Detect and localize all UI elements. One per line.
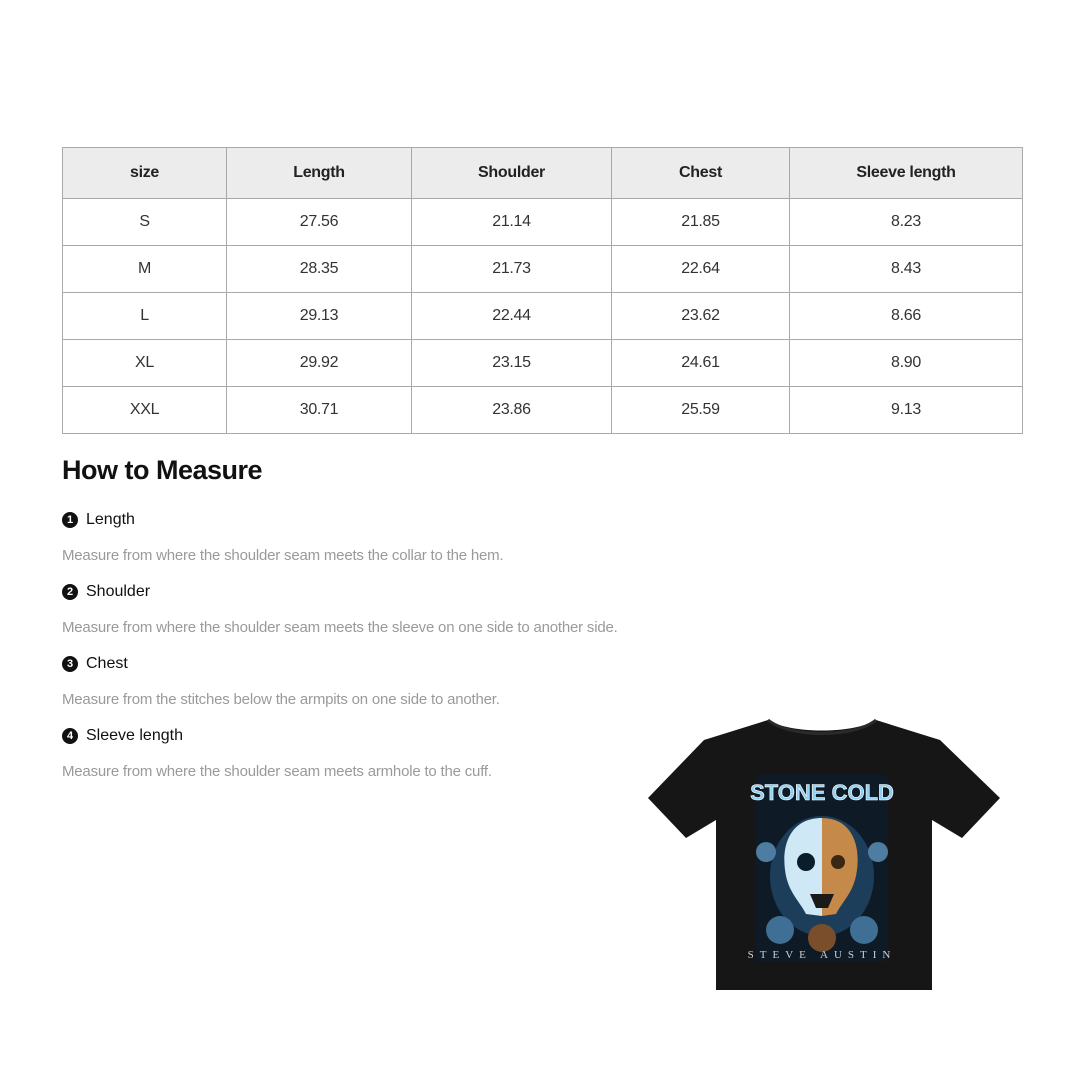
cell-length: 27.56 bbox=[227, 199, 412, 246]
number-badge-icon: 3 bbox=[62, 656, 78, 672]
table-row bbox=[63, 199, 1023, 246]
cell-length: 30.71 bbox=[227, 387, 412, 434]
cell-size: XL bbox=[63, 340, 227, 387]
header-shoulder: Shoulder bbox=[412, 148, 612, 199]
size-chart-table bbox=[62, 147, 1023, 434]
cell-sleeve-length: 8.43 bbox=[790, 246, 1023, 293]
cell-chest: 24.61 bbox=[612, 340, 790, 387]
table-header-row bbox=[63, 148, 1023, 199]
cell-chest: 25.59 bbox=[612, 387, 790, 434]
cell-length: 29.92 bbox=[227, 340, 412, 387]
cell-chest: 23.62 bbox=[612, 293, 790, 340]
measure-label: Sleeve length bbox=[86, 727, 183, 744]
cell-length: 29.13 bbox=[227, 293, 412, 340]
measure-item-shoulder bbox=[62, 580, 662, 640]
number-badge-icon: 2 bbox=[62, 584, 78, 600]
cell-size: L bbox=[63, 293, 227, 340]
measure-item-length bbox=[62, 508, 662, 568]
cell-size: XXL bbox=[63, 387, 227, 434]
table-row bbox=[63, 246, 1023, 293]
table-row bbox=[63, 387, 1023, 434]
measure-item-sleeve-length bbox=[62, 724, 662, 784]
print-title-text: STONE COLD bbox=[750, 780, 894, 805]
cell-shoulder: 21.73 bbox=[412, 246, 612, 293]
print-bottom-text: STEVE AUSTIN bbox=[747, 949, 897, 961]
cell-shoulder: 23.15 bbox=[412, 340, 612, 387]
cell-length: 28.35 bbox=[227, 246, 412, 293]
cell-shoulder: 23.86 bbox=[412, 387, 612, 434]
header-chest: Chest bbox=[612, 148, 790, 199]
header-length: Length bbox=[227, 148, 412, 199]
header-size: size bbox=[63, 148, 227, 199]
number-badge-icon: 4 bbox=[62, 728, 78, 744]
measure-label: Length bbox=[86, 511, 135, 528]
cell-sleeve-length: 8.23 bbox=[790, 199, 1023, 246]
cell-size: S bbox=[63, 199, 227, 246]
measure-description: Measure from where the shoulder seam meets the collar to the hem. bbox=[62, 547, 504, 564]
header-sleeve-length: Sleeve length bbox=[790, 148, 1023, 199]
measure-description: Measure from where the shoulder seam meets the sleeve on one side to another side. bbox=[62, 619, 618, 636]
measure-item-chest bbox=[62, 652, 662, 712]
tshirt-product-image bbox=[640, 716, 1004, 996]
cell-shoulder: 21.14 bbox=[412, 199, 612, 246]
table-row bbox=[63, 293, 1023, 340]
cell-size: M bbox=[63, 246, 227, 293]
how-to-measure-section bbox=[62, 455, 662, 796]
cell-sleeve-length: 8.66 bbox=[790, 293, 1023, 340]
how-to-measure-title: How to Measure bbox=[62, 455, 263, 485]
cell-sleeve-length: 9.13 bbox=[790, 387, 1023, 434]
cell-shoulder: 22.44 bbox=[412, 293, 612, 340]
cell-chest: 22.64 bbox=[612, 246, 790, 293]
measure-description: Measure from the stitches below the armpits on one side to another. bbox=[62, 691, 500, 708]
number-badge-icon: 1 bbox=[62, 512, 78, 528]
measure-label: Shoulder bbox=[86, 583, 151, 600]
measure-label: Chest bbox=[86, 655, 128, 672]
cell-chest: 21.85 bbox=[612, 199, 790, 246]
measure-description: Measure from where the shoulder seam meets armhole to the cuff. bbox=[62, 763, 492, 780]
table-row bbox=[63, 340, 1023, 387]
cell-sleeve-length: 8.90 bbox=[790, 340, 1023, 387]
